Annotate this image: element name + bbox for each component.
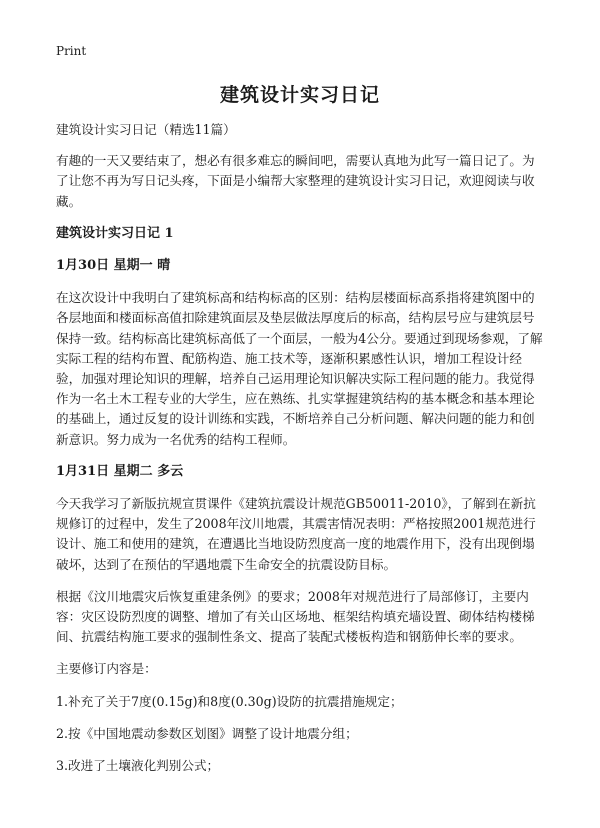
document-body [56,120,544,788]
entry-heading: 建筑设计实习日记 1 [56,225,174,241]
jan31-paragraph-2: 根据《汶川地震灾后恢复重建条例》的要求；2008年对规范进行了局部修订，主要内容：灾区设防烈度的调整、增加了有关山区场地、框架结构填充墙设置、砌体结构楼梯间、抗震结构施工要求的强制性条文、提高了装配式楼板构造和钢筋伸长率的要求。 [56,588,535,645]
revision-list-item-2: 2.按《中国地震动参数区划图》调整了设计地震分组； [56,725,358,741]
date-heading-jan30: 1月30日 星期一 晴 [56,258,171,274]
intro-paragraph: 有趣的一天又要结束了，想必有很多难忘的瞬间吧，需要认真地为此写一篇日记了。为了让您不再为写日记头疼，下面是小编帮大家整理的建筑设计实习日记，欢迎阅读与收藏。 [56,153,535,209]
print-label: Print [56,44,87,58]
revision-list-label: 主要修订内容是： [56,661,157,677]
revision-list-item-1: 1.补充了关于7度(0.15g)和8度(0.30g)设防的抗震措施规定； [56,693,403,709]
date-heading-jan31: 1月31日 星期二 多云 [56,463,184,479]
jan30-paragraph: 在这次设计中我明白了建筑标高和结构标高的区别：结构层楼面标高系指将建筑图中的各层地面和楼面标高值扣除建筑面层及垫层做法厚度后的标高，结构层号应与建筑层号保持一致。结构标高比建筑标高低了一个面层，一般为4公分。要通过到现场参观，了解实际工程的结构布置、配筋构造、施工技术等，逐渐积累感性认识，增加工程设计经验，加强对理论知识的理解，培养自己运用理论知识解决实际工程问题的能力。我觉得作为一名土木工程专业的大学生，应在熟练、扎实掌握建筑结构的基本概念和基本理论的基础上，通过反复的设计训练和实践，不断培养自己分析问题、解决问题的能力和创新意识。努力成为一名优秀的结构工程师。 [56,290,543,447]
revision-list-item-3: 3.改进了土壤液化判别公式； [56,758,220,774]
page-title: 建筑设计实习日记 [219,84,380,106]
document-subtitle: 建筑设计实习日记（精选11篇） [56,122,236,137]
jan31-paragraph-1: 今天我学习了新版抗规宣贯课件《建筑抗震设计规范GB50011-2010》，了解到在新抗规修订的过程中，发生了2008年汶川地震，其震害情况表明：严格按照2001规范进行设计、施工和使用的建筑，在遭遇比当地设防烈度高一度的地震作用下，没有出现倒塌破坏，达到了在预估的罕遇地震下生命安全的抗震设防目标。 [56,496,536,572]
